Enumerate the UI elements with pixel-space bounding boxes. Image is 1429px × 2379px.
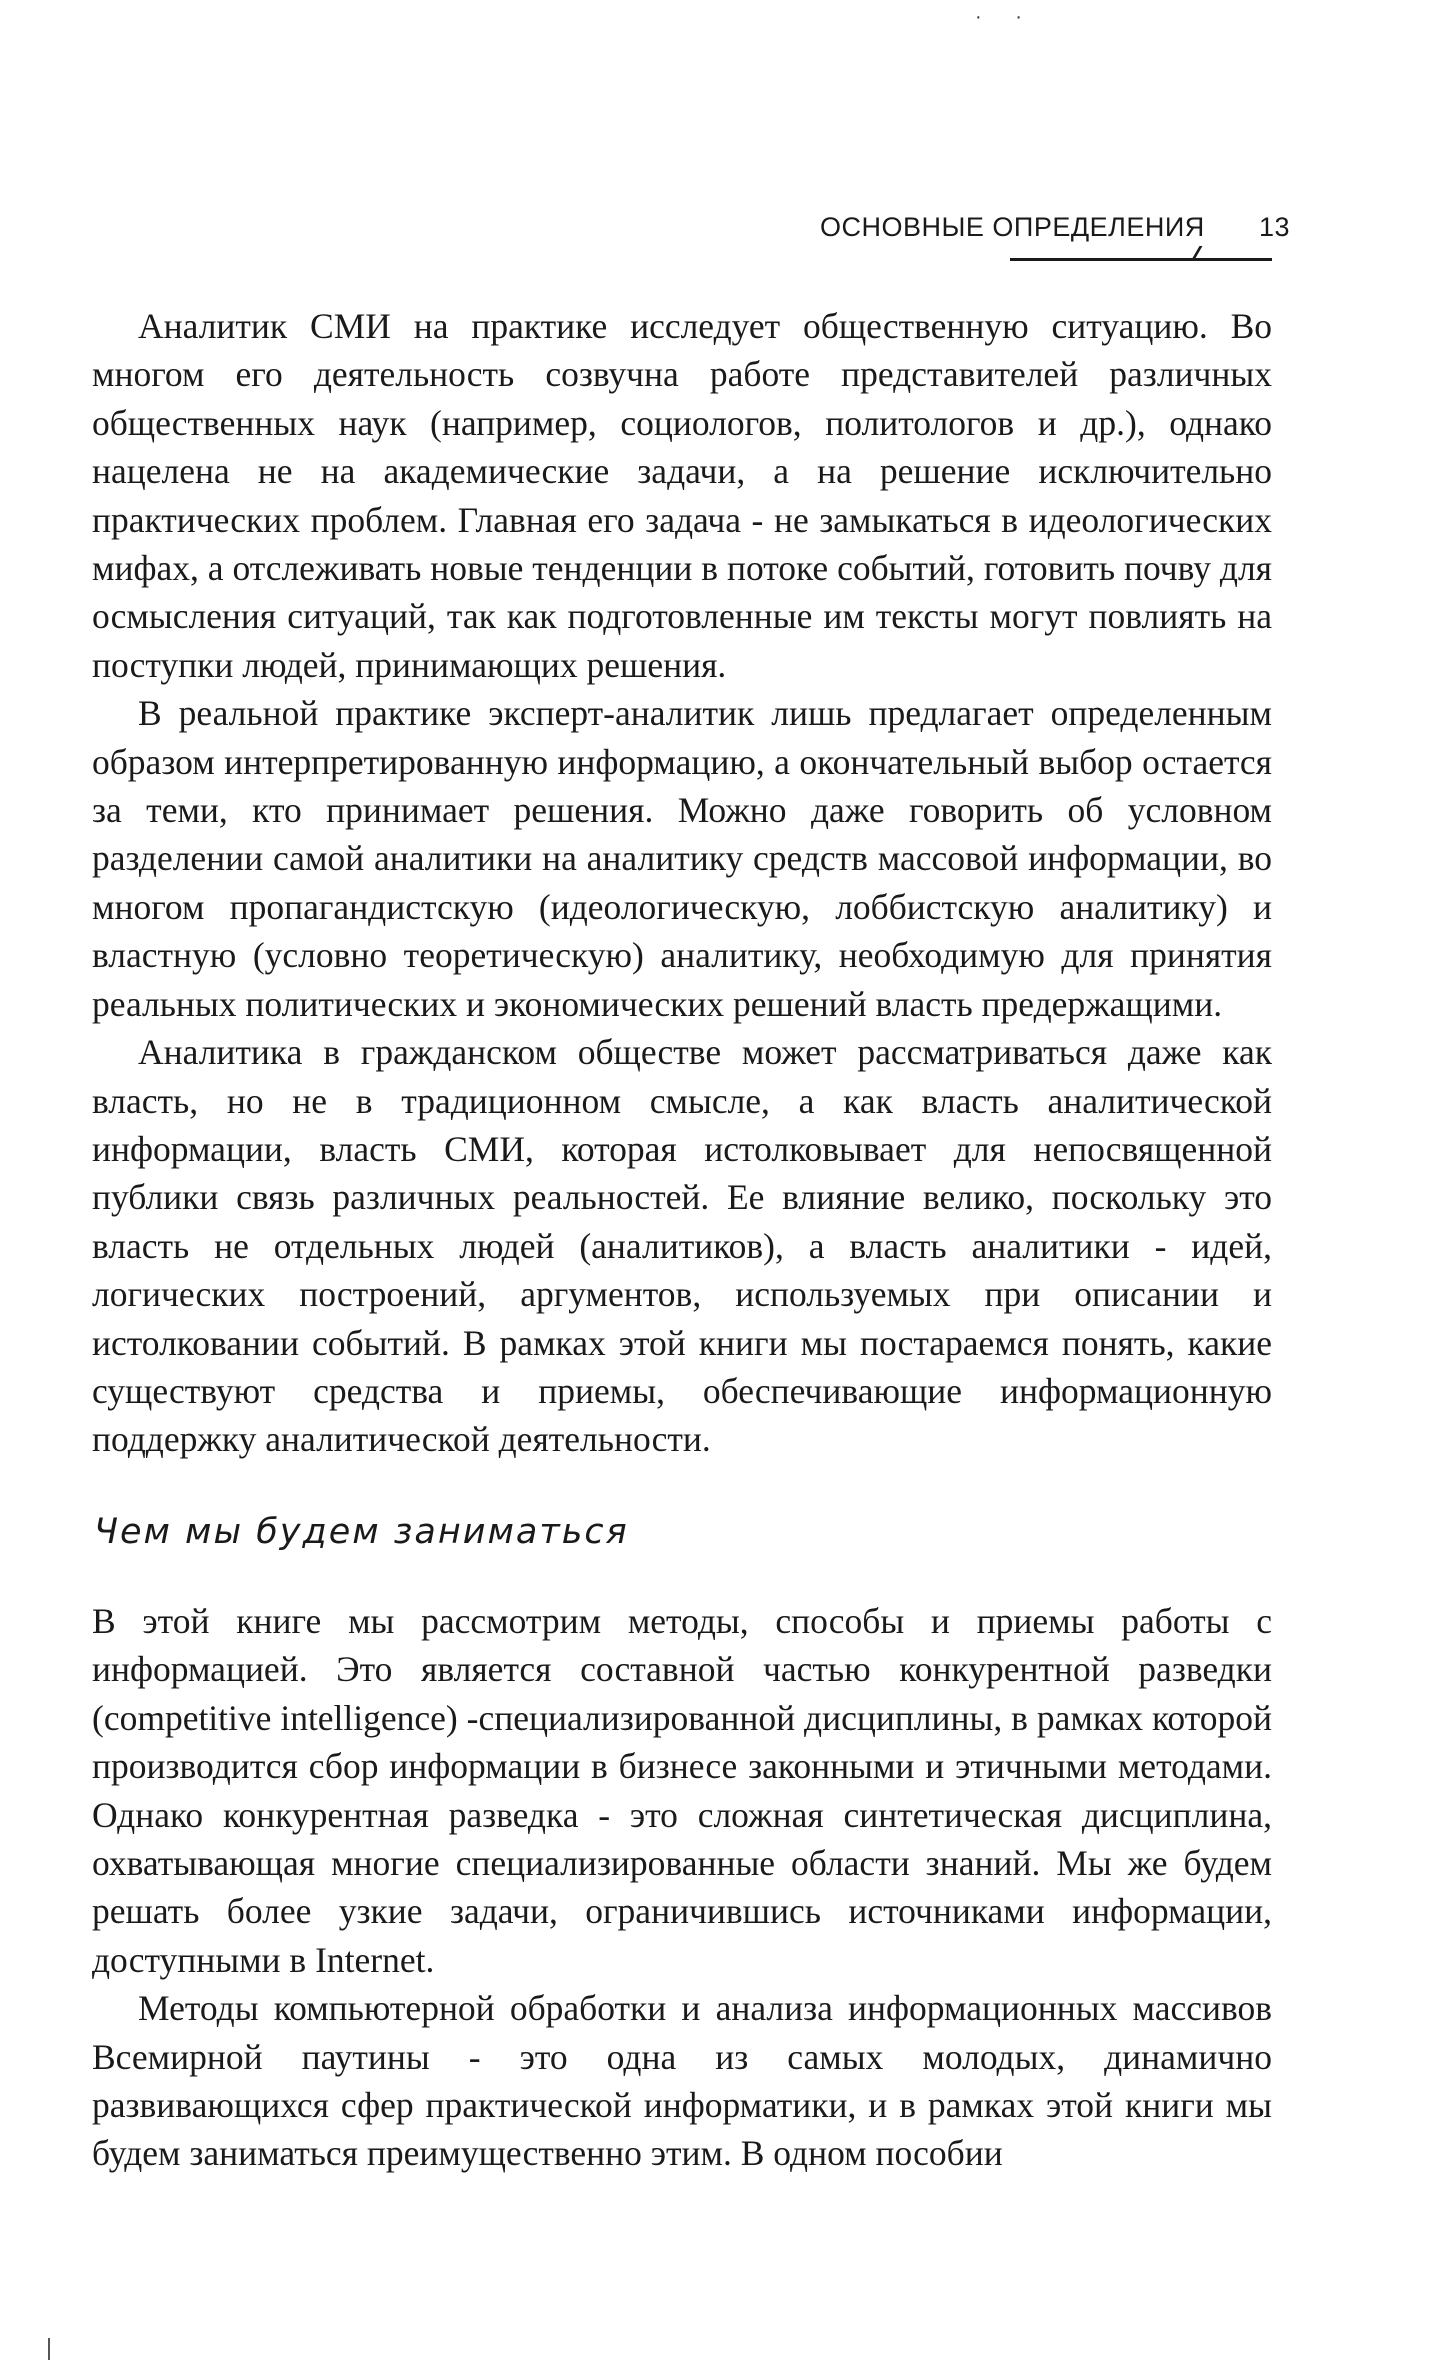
paragraph-1: Аналитик СМИ на практике исследует общественную ситуацию. Во многом его деятельность созвучна работе представителей различных общественных наук (например, социологов, политологов и др.), однако нацелена не на академические задачи, а на решение исключительно практических проблем. Главная его задача - не замыкаться в идеологических мифах, а отслеживать новые тенденции в потоке событий, готовить почву для осмысления ситуаций, так как подготовленные им тексты могут повлиять на поступки людей, принимающих решения. (92, 306, 1272, 685)
scan-artifact-dots: · · (975, 6, 1036, 28)
intro-text-block (92, 302, 1272, 1464)
paragraph-3: Аналитика в гражданском обществе может рассматриваться даже как власть, но не в традиционном смысле, а как власть аналитической информации, власть СМИ, которая истолковывает для непосвященной публики связь различных реальностей. Ее влияние велико, поскольку это власть не отдельных людей (аналитиков), а власть аналитики - идей, логических построений, аргументов, используемых при описании и истолковании событий. В рамках этой книги мы постараемся понять, какие существуют средства и приемы, обеспечивающие информационную поддержку аналитической деятельности. (92, 1032, 1272, 1460)
paragraph-2: В реальной практике эксперт-аналитик лишь предлагает определенным образом интерпретированную информацию, а окончательный выбор остается за теми, кто принимает решения. Можно даже говорить об условном разделении самой аналитики на аналитику средств массовой информации, во многом пропагандистскую (идеологическую, лоббистскую аналитику) и властную (условно теоретическую) аналитику, необходимую для принятия реальных политических и экономических решений власть предержащими. (92, 693, 1272, 1024)
running-head-rule (1010, 258, 1272, 261)
section-heading: Чем мы будем заниматься (94, 1512, 629, 1552)
paragraph-5: Методы компьютерной обработки и анализа информационных массивов Всемирной паутины - это одна из самых молодых, динамично развивающихся сфер практической информатики, и в рамках этой книги мы будем заниматься преимущественно этим. В одном пособии (92, 1988, 1272, 2174)
paragraph-4: В этой книге мы рассмотрим методы, способы и приемы работы с информацией. Это является составной частью конкурентной разведки (competitive intelligence) -специализированной дисциплины, в рамках которой производится сбор информации в бизнесе законными и этичными методами. Однако конкурентная разведка - это сложная синтетическая дисциплина, охватывающая многие специализированные области знаний. Мы же будем решать более узкие задачи, ограничившись источниками информации, доступными в Internet. (92, 1601, 1272, 1980)
page-number: 13 (1258, 212, 1290, 242)
margin-mark (48, 2338, 50, 2360)
running-head-title: ОСНОВНЫЕ ОПРЕДЕЛЕНИЯ (820, 212, 1205, 242)
section-text-block (92, 1597, 1272, 2178)
running-head (820, 212, 1290, 252)
